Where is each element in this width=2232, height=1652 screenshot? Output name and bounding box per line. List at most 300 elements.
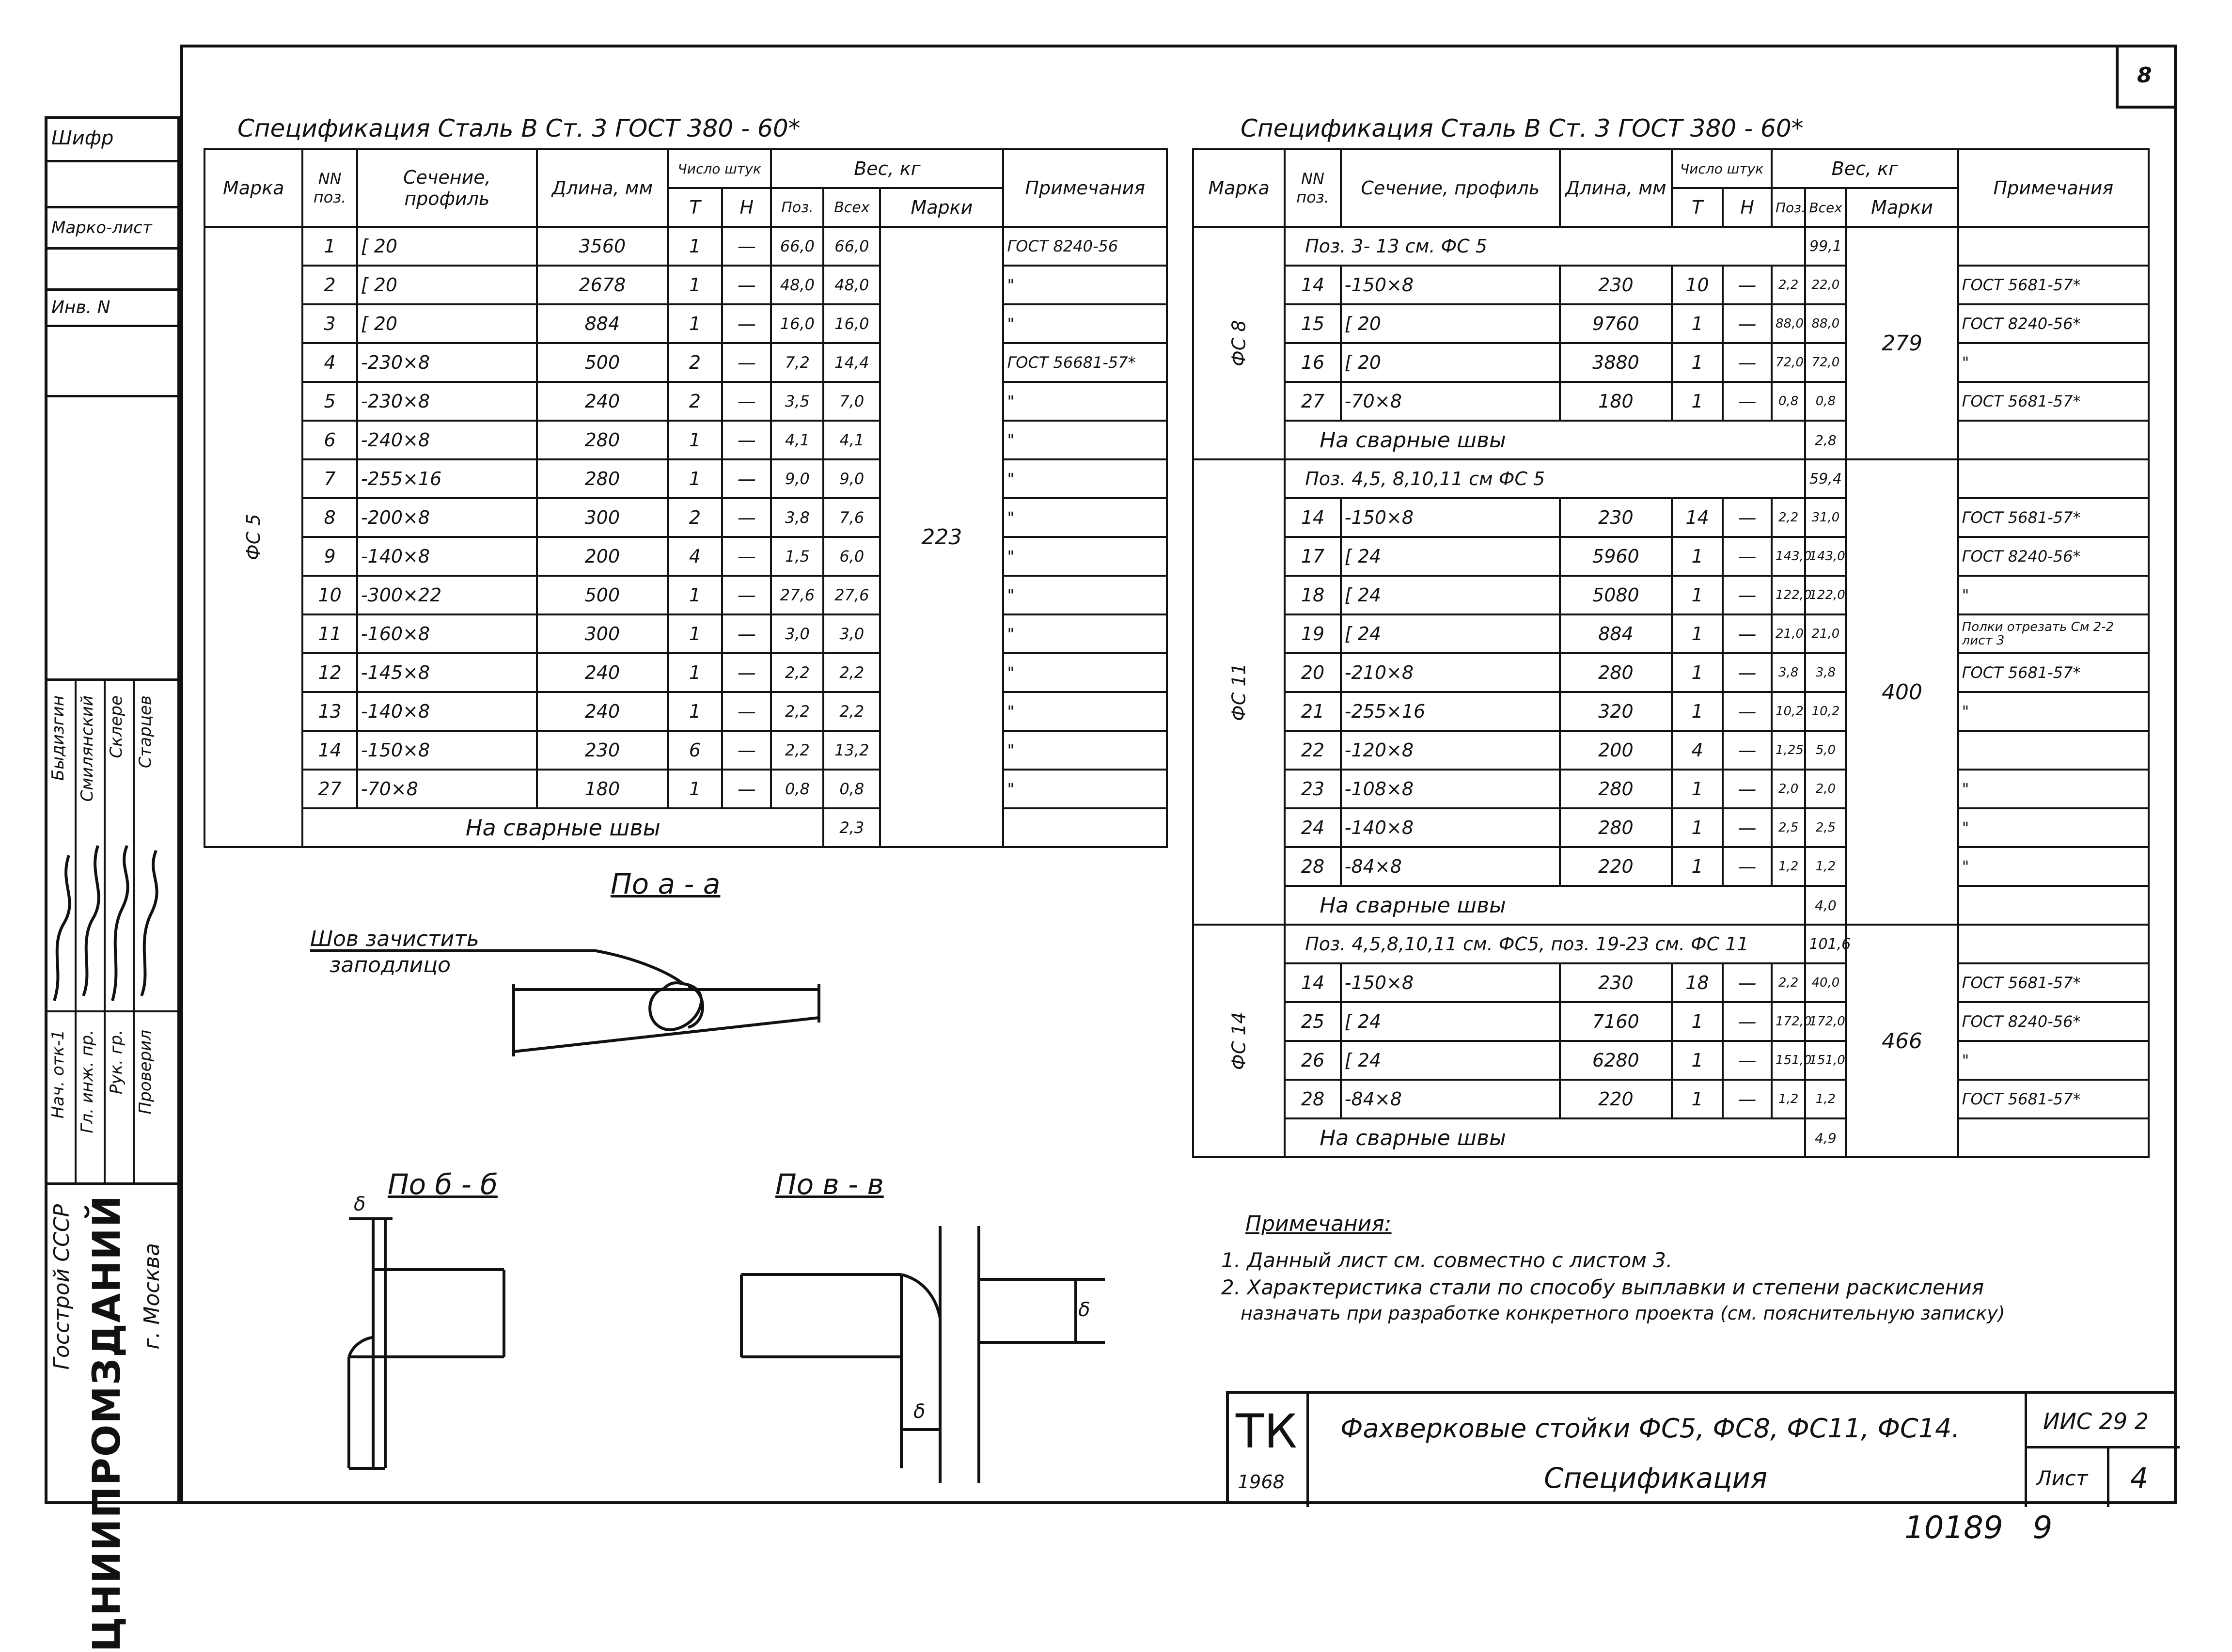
- right-table-title: Спецификация Сталь В Ст. 3 ГОСТ 380 - 60*: [1241, 114, 1804, 142]
- cell-length: 300: [537, 614, 668, 653]
- r-hdr-wall: Всех: [1805, 188, 1846, 227]
- cell-poz: 13: [302, 692, 357, 731]
- role-3: Рук. гр.: [107, 1030, 126, 1095]
- cell-n: —: [1723, 653, 1772, 692]
- cell-t: 1: [668, 421, 722, 459]
- cell-note: ": [1958, 576, 2149, 614]
- cell-note: ГОСТ 5681-57*: [1958, 382, 2149, 421]
- cell-length: 200: [537, 537, 668, 576]
- hdr-n: Н: [722, 188, 771, 227]
- cell-section: -70×8: [357, 770, 537, 808]
- cell-poz: 7: [302, 459, 357, 498]
- cell-length: 200: [1560, 731, 1672, 770]
- cell-wpoz: 2,5: [1772, 808, 1805, 847]
- hdr-wpoz: Поз.: [771, 188, 823, 227]
- cell-n: —: [722, 576, 771, 614]
- cell-note: Полки отрезать См 2-2 лист 3: [1958, 614, 2149, 653]
- cell-n: —: [722, 266, 771, 304]
- cell-t: 1: [1672, 304, 1723, 343]
- hdr-marka: Марка: [204, 149, 302, 227]
- cell-section: [ 20: [357, 304, 537, 343]
- cell-note: ": [1003, 498, 1167, 537]
- cell-note: ": [1003, 614, 1167, 653]
- cell-length: 280: [537, 421, 668, 459]
- cell-note: ": [1958, 847, 2149, 886]
- cell-poz: 14: [1285, 963, 1341, 1002]
- cell-wpoz: 143,0: [1772, 537, 1805, 576]
- cell-n: —: [722, 459, 771, 498]
- cell-t: 1: [1672, 653, 1723, 692]
- cell-wall: 2,2: [823, 653, 880, 692]
- hdr-wall: Всех: [823, 188, 880, 227]
- cell-n: —: [722, 770, 771, 808]
- cell-n: —: [1723, 808, 1772, 847]
- cell-note: ГОСТ 8240-56*: [1958, 537, 2149, 576]
- cell-wpoz: 3,0: [771, 614, 823, 653]
- cell-length: 230: [1560, 266, 1672, 304]
- field-inv: Инв. N: [45, 291, 180, 327]
- cell-t: 1: [668, 266, 722, 304]
- field-mark-sheet: Марко-лист: [45, 208, 180, 250]
- role-4: Проверил: [136, 1030, 155, 1115]
- cell-length: 220: [1560, 1080, 1672, 1118]
- cell-poz: 22: [1285, 731, 1341, 770]
- group-ref-value: 59,4: [1805, 459, 1846, 498]
- cell-section: [ 24: [1341, 576, 1560, 614]
- cell-t: 2: [668, 382, 722, 421]
- field-cipher: Шифр: [45, 116, 180, 162]
- cell-n: —: [1723, 537, 1772, 576]
- cell-t: 10: [1672, 266, 1723, 304]
- cell-length: 3880: [1560, 343, 1672, 382]
- cell-length: 240: [537, 653, 668, 692]
- cell-length: 3560: [537, 227, 668, 266]
- cell-n: —: [722, 227, 771, 266]
- cell-n: —: [1723, 847, 1772, 886]
- cell-wpoz: 21,0: [1772, 614, 1805, 653]
- cell-t: 1: [1672, 808, 1723, 847]
- cell-note: ": [1003, 382, 1167, 421]
- cell-length: 5080: [1560, 576, 1672, 614]
- cell-t: 1: [668, 614, 722, 653]
- cell-t: 4: [1672, 731, 1723, 770]
- cell-wall: 2,5: [1805, 808, 1846, 847]
- cell-t: 1: [1672, 847, 1723, 886]
- hdr-count: Число штук: [668, 149, 771, 188]
- cell-wpoz: 3,8: [1772, 653, 1805, 692]
- cell-n: —: [1723, 343, 1772, 382]
- r-hdr-notes: Примечания: [1958, 149, 2149, 227]
- cell-length: 240: [537, 692, 668, 731]
- cell-poz: 12: [302, 653, 357, 692]
- cell-wall: 31,0: [1805, 498, 1846, 537]
- hdr-t: Т: [668, 188, 722, 227]
- tk-year: 1968: [1238, 1471, 1285, 1493]
- cell-note: ГОСТ 5681-57*: [1958, 1080, 2149, 1118]
- cell-n: —: [1723, 963, 1772, 1002]
- group-ref-value: 99,1: [1805, 227, 1846, 266]
- cell-poz: 11: [302, 614, 357, 653]
- cell-wpoz: 122,0: [1772, 576, 1805, 614]
- cell-wpoz: 7,2: [771, 343, 823, 382]
- cell-n: —: [1723, 770, 1772, 808]
- welds-value: 4,0: [1805, 886, 1846, 925]
- cell-poz: 27: [1285, 382, 1341, 421]
- cell-length: 5960: [1560, 537, 1672, 576]
- cell-poz: 28: [1285, 847, 1341, 886]
- r-hdr-marka: Марка: [1193, 149, 1285, 227]
- cell-note: ": [1003, 576, 1167, 614]
- cell-wpoz: 0,8: [1772, 382, 1805, 421]
- group-mark: ФС 11: [1193, 459, 1285, 925]
- cell-poz: 19: [1285, 614, 1341, 653]
- cell-t: 6: [668, 731, 722, 770]
- cell-wpoz: 1,2: [1772, 847, 1805, 886]
- org-name: ЦНИИПРОМЗДАНИЙ: [85, 1195, 129, 1652]
- cell-note: ": [1958, 692, 2149, 731]
- cell-wpoz: 1,25: [1772, 731, 1805, 770]
- cell-t: 1: [1672, 576, 1723, 614]
- cell-wpoz: 2,2: [771, 653, 823, 692]
- cell-wpoz: 3,8: [771, 498, 823, 537]
- cell-length: 240: [537, 382, 668, 421]
- cell-poz: 16: [1285, 343, 1341, 382]
- cell-section: [ 20: [357, 227, 537, 266]
- cell-wpoz: 2,2: [771, 731, 823, 770]
- group-weight: 223: [880, 227, 1003, 847]
- cell-section: -150×8: [1341, 963, 1560, 1002]
- cell-wall: 1,2: [1805, 1080, 1846, 1118]
- cell-wpoz: 88,0: [1772, 304, 1805, 343]
- cell-length: 230: [537, 731, 668, 770]
- cell-section: -120×8: [1341, 731, 1560, 770]
- hdr-wmark: Марки: [880, 188, 1003, 227]
- hdr-notes: Примечания: [1003, 149, 1167, 227]
- cell-wpoz: 2,2: [1772, 498, 1805, 537]
- group-weight: 466: [1846, 925, 1958, 1157]
- sheet-number: 8: [2137, 63, 2152, 88]
- welds-label: На сварные швы: [1285, 886, 1805, 925]
- cell-poz: 26: [1285, 1041, 1341, 1080]
- name-4: Старцев: [136, 695, 155, 769]
- welds-label: На сварные швы: [302, 808, 823, 847]
- cell-wall: 72,0: [1805, 343, 1846, 382]
- cell-note: ": [1958, 1041, 2149, 1080]
- cell-t: 14: [1672, 498, 1723, 537]
- cell-poz: 9: [302, 537, 357, 576]
- hdr-poz: NN поз.: [302, 149, 357, 227]
- cell-n: —: [1723, 266, 1772, 304]
- title-line1: Фахверковые стойки ФС5, ФС8, ФС11, ФС14.: [1340, 1413, 1960, 1444]
- cell-poz: 18: [1285, 576, 1341, 614]
- title-line2: Спецификация: [1544, 1462, 1768, 1495]
- cell-poz: 25: [1285, 1002, 1341, 1041]
- cell-poz: 27: [302, 770, 357, 808]
- cell-t: 2: [668, 498, 722, 537]
- cell-wpoz: 1,5: [771, 537, 823, 576]
- cell-poz: 2: [302, 266, 357, 304]
- cell-poz: 14: [1285, 266, 1341, 304]
- cell-length: 884: [537, 304, 668, 343]
- cell-wall: 143,0: [1805, 537, 1846, 576]
- cell-wpoz: 3,5: [771, 382, 823, 421]
- cell-wpoz: 1,2: [1772, 1080, 1805, 1118]
- cell-wall: 0,8: [1805, 382, 1846, 421]
- cell-section: -230×8: [357, 382, 537, 421]
- cell-length: 884: [1560, 614, 1672, 653]
- welds-label: На сварные швы: [1285, 421, 1805, 459]
- cell-n: —: [722, 731, 771, 770]
- cell-note: ": [1003, 770, 1167, 808]
- cell-wall: 10,2: [1805, 692, 1846, 731]
- r-hdr-section: Сечение, профиль: [1341, 149, 1560, 227]
- group-ref: Поз. 4,5,8,10,11 см. ФС5, поз. 19-23 см. ФС 11: [1285, 925, 1805, 963]
- section-aa-note2: заподлицо: [330, 953, 451, 977]
- hdr-weight: Вес, кг: [771, 149, 1003, 188]
- cell-note: ГОСТ 5681-57*: [1958, 653, 2149, 692]
- cell-wpoz: 16,0: [771, 304, 823, 343]
- cell-wpoz: 2,2: [1772, 963, 1805, 1002]
- cell-wall: 172,0: [1805, 1002, 1846, 1041]
- cell-t: 1: [668, 227, 722, 266]
- cell-section: -200×8: [357, 498, 537, 537]
- cell-wpoz: 151,0: [1772, 1041, 1805, 1080]
- section-vv-dim1: δ: [1078, 1299, 1090, 1321]
- cell-wall: 2,0: [1805, 770, 1846, 808]
- section-vv-dim2: δ: [913, 1400, 926, 1423]
- cell-wpoz: 0,8: [771, 770, 823, 808]
- cell-wall: 66,0: [823, 227, 880, 266]
- cell-length: 9760: [1560, 304, 1672, 343]
- cell-note: ГОСТ 5681-57*: [1958, 963, 2149, 1002]
- cell-poz: 14: [302, 731, 357, 770]
- cell-section: -160×8: [357, 614, 537, 653]
- cell-length: 500: [537, 343, 668, 382]
- cell-wall: 3,8: [1805, 653, 1846, 692]
- cell-section: -140×8: [1341, 808, 1560, 847]
- r-hdr-length: Длина, мм: [1560, 149, 1672, 227]
- cell-section: -230×8: [357, 343, 537, 382]
- group-mark: ФС 8: [1193, 227, 1285, 459]
- cell-poz: 5: [302, 382, 357, 421]
- cell-poz: 21: [1285, 692, 1341, 731]
- cell-length: 280: [537, 459, 668, 498]
- cell-wpoz: 27,6: [771, 576, 823, 614]
- cell-t: 1: [1672, 770, 1723, 808]
- cell-n: —: [1723, 1002, 1772, 1041]
- cell-wall: 0,8: [823, 770, 880, 808]
- cell-section: -70×8: [1341, 382, 1560, 421]
- cell-t: 1: [1672, 343, 1723, 382]
- cell-wall: 122,0: [1805, 576, 1846, 614]
- cell-poz: 3: [302, 304, 357, 343]
- cell-section: [ 24: [1341, 1041, 1560, 1080]
- cell-length: 230: [1560, 498, 1672, 537]
- cell-wpoz: 72,0: [1772, 343, 1805, 382]
- cell-n: —: [1723, 576, 1772, 614]
- cell-n: —: [1723, 614, 1772, 653]
- cell-section: [ 20: [1341, 304, 1560, 343]
- cell-wpoz: 9,0: [771, 459, 823, 498]
- cell-section: [ 24: [1341, 537, 1560, 576]
- group-ref: Поз. 4,5, 8,10,11 см ФС 5: [1285, 459, 1805, 498]
- cell-n: —: [722, 343, 771, 382]
- cell-n: —: [1723, 304, 1772, 343]
- notes-title: Примечания:: [1245, 1211, 1392, 1236]
- cell-note: ": [1003, 653, 1167, 692]
- cell-n: —: [722, 653, 771, 692]
- cell-length: 280: [1560, 770, 1672, 808]
- cell-section: -210×8: [1341, 653, 1560, 692]
- cell-section: -255×16: [357, 459, 537, 498]
- cell-section: -145×8: [357, 653, 537, 692]
- cell-wall: 22,0: [1805, 266, 1846, 304]
- cell-t: 1: [668, 576, 722, 614]
- bottom-number: 10189 9: [1904, 1510, 2053, 1546]
- cell-length: 180: [537, 770, 668, 808]
- section-aa-title: По а - а: [611, 867, 721, 900]
- cell-section: -150×8: [357, 731, 537, 770]
- cell-poz: 24: [1285, 808, 1341, 847]
- cell-wpoz: 48,0: [771, 266, 823, 304]
- cell-length: 320: [1560, 692, 1672, 731]
- cell-length: 220: [1560, 847, 1672, 886]
- cell-wall: 1,2: [1805, 847, 1846, 886]
- sheet-value: 4: [2130, 1462, 2148, 1495]
- note-2: 2. Характеристика стали по способу выплавки и степени раскисления: [1221, 1275, 1984, 1299]
- name-3: Склере: [107, 695, 126, 758]
- section-bb-dim: δ: [354, 1193, 366, 1215]
- doc-code: ИИС 29 2: [2043, 1408, 2149, 1434]
- cell-note: ГОСТ 5681-57*: [1958, 498, 2149, 537]
- cell-wpoz: 172,0: [1772, 1002, 1805, 1041]
- cell-wall: 5,0: [1805, 731, 1846, 770]
- cell-note: ": [1003, 692, 1167, 731]
- group-weight: 279: [1846, 227, 1958, 459]
- group-mark: ФС 5: [204, 227, 302, 847]
- cell-length: 280: [1560, 808, 1672, 847]
- group-weight: 400: [1846, 459, 1958, 925]
- cell-poz: 1: [302, 227, 357, 266]
- cell-t: 4: [668, 537, 722, 576]
- cell-length: 230: [1560, 963, 1672, 1002]
- group-mark: ФС 14: [1193, 925, 1285, 1157]
- cell-note: ": [1958, 770, 2149, 808]
- cell-n: —: [722, 421, 771, 459]
- cell-n: —: [722, 614, 771, 653]
- cell-n: —: [722, 382, 771, 421]
- sheet-label: Лист: [2036, 1466, 2088, 1490]
- welds-value: 2,3: [823, 808, 880, 847]
- cell-poz: 28: [1285, 1080, 1341, 1118]
- cell-wall: 6,0: [823, 537, 880, 576]
- cell-wall: 21,0: [1805, 614, 1846, 653]
- welds-value: 4,9: [1805, 1118, 1846, 1157]
- cell-wpoz: 10,2: [1772, 692, 1805, 731]
- cell-wall: 2,2: [823, 692, 880, 731]
- cell-section: -240×8: [357, 421, 537, 459]
- cell-poz: 23: [1285, 770, 1341, 808]
- cell-wall: 4,1: [823, 421, 880, 459]
- cell-section: -150×8: [1341, 498, 1560, 537]
- name-2: Смилянский: [78, 695, 97, 802]
- r-hdr-n: Н: [1723, 188, 1772, 227]
- cell-note: ГОСТ 8240-56*: [1958, 1002, 2149, 1041]
- cell-wall: 88,0: [1805, 304, 1846, 343]
- cell-poz: 6: [302, 421, 357, 459]
- name-1: Быдизгин: [48, 695, 68, 781]
- cell-n: —: [722, 537, 771, 576]
- cell-n: —: [1723, 1080, 1772, 1118]
- cell-section: -84×8: [1341, 1080, 1560, 1118]
- cell-note: ": [1003, 421, 1167, 459]
- role-1: Нач. отк-1: [48, 1030, 68, 1119]
- cell-section: -140×8: [357, 692, 537, 731]
- cell-section: -84×8: [1341, 847, 1560, 886]
- cell-section: -300×22: [357, 576, 537, 614]
- cell-t: 2: [668, 343, 722, 382]
- cell-wall: 151,0: [1805, 1041, 1846, 1080]
- org-label: Госстрой СССР: [49, 1204, 74, 1370]
- cell-note: ": [1958, 343, 2149, 382]
- hdr-length: Длина, мм: [537, 149, 668, 227]
- cell-length: 2678: [537, 266, 668, 304]
- cell-t: 1: [1672, 382, 1723, 421]
- cell-wall: 7,0: [823, 382, 880, 421]
- cell-note: ": [1003, 731, 1167, 770]
- group-ref-value: 101,6: [1805, 925, 1846, 963]
- group-ref: Поз. 3- 13 см. ФС 5: [1285, 227, 1805, 266]
- cell-note: ГОСТ 5681-57*: [1958, 266, 2149, 304]
- cell-length: 300: [537, 498, 668, 537]
- cell-section: -108×8: [1341, 770, 1560, 808]
- cell-poz: 4: [302, 343, 357, 382]
- cell-wall: 40,0: [1805, 963, 1846, 1002]
- welds-value: 2,8: [1805, 421, 1846, 459]
- cell-wall: 48,0: [823, 266, 880, 304]
- cell-section: [ 20: [1341, 343, 1560, 382]
- cell-section: -140×8: [357, 537, 537, 576]
- cell-section: [ 20: [357, 266, 537, 304]
- cell-note: ГОСТ 56681-57*: [1003, 343, 1167, 382]
- role-2: Гл. инж. пр.: [78, 1030, 97, 1133]
- cell-length: 6280: [1560, 1041, 1672, 1080]
- r-hdr-wmark: Марки: [1846, 188, 1958, 227]
- cell-wall: 27,6: [823, 576, 880, 614]
- cell-t: 18: [1672, 963, 1723, 1002]
- cell-t: 1: [1672, 1080, 1723, 1118]
- section-bb-title: По б - б: [388, 1168, 498, 1201]
- cell-n: —: [722, 498, 771, 537]
- cell-length: 280: [1560, 653, 1672, 692]
- cell-n: —: [1723, 382, 1772, 421]
- cell-length: 180: [1560, 382, 1672, 421]
- cell-n: —: [722, 692, 771, 731]
- cell-section: -150×8: [1341, 266, 1560, 304]
- cell-note: ": [1958, 808, 2149, 847]
- cell-length: 500: [537, 576, 668, 614]
- cell-n: —: [1723, 1041, 1772, 1080]
- cell-section: [ 24: [1341, 614, 1560, 653]
- r-hdr-weight: Вес, кг: [1772, 149, 1958, 188]
- cell-section: -255×16: [1341, 692, 1560, 731]
- hdr-section: Сечение, профиль: [357, 149, 537, 227]
- note-3: назначать при разработке конкретного проекта (см. пояснительную записку): [1241, 1303, 2005, 1324]
- left-table-title: Спецификация Сталь В Ст. 3 ГОСТ 380 - 60*: [237, 114, 801, 142]
- cell-note: ": [1003, 266, 1167, 304]
- r-hdr-t: Т: [1672, 188, 1723, 227]
- cell-t: 1: [668, 653, 722, 692]
